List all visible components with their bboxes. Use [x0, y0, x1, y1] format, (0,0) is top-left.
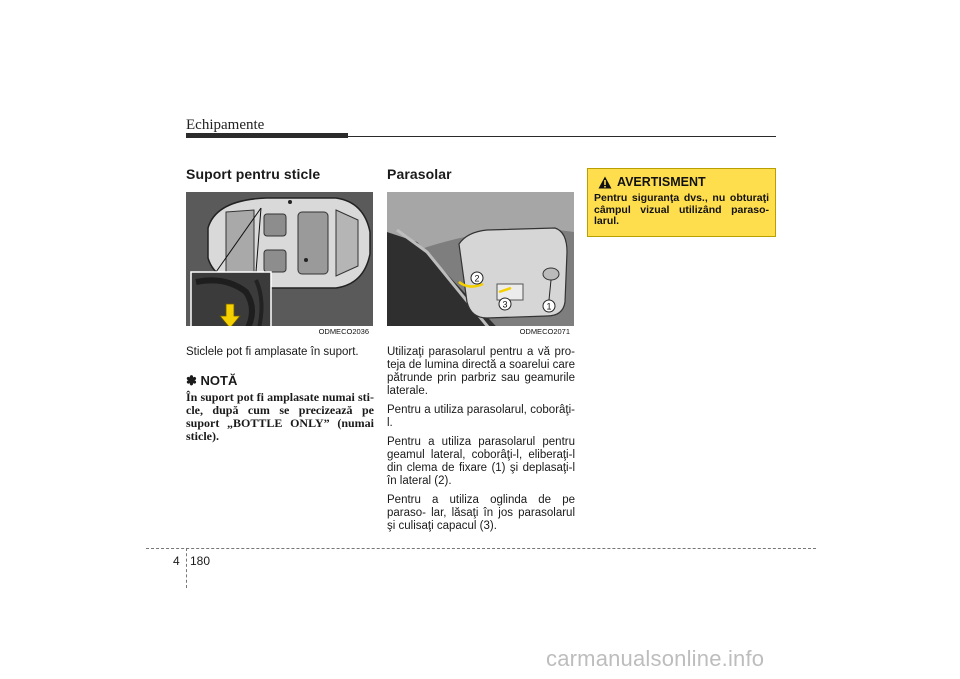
callout-3-label: 3 — [502, 299, 508, 310]
callout-2-label: 2 — [474, 273, 480, 284]
sunvisor-paragraph: Pentru a utiliza oglinda de pe paraso- lar, lăsaţi în jos parasolarul şi culisaţi capacul (3). — [387, 494, 575, 532]
sunvisor-paragraph: Pentru a utiliza parasolarul pentru geamul lateral, coborâţi-l, eliberaţi-l din clema de fixare (1) şi deplasaţi-l în lateral (2). — [387, 436, 575, 487]
bottle-holder-figure — [186, 192, 373, 338]
note-title: ✽ NOTĂ — [186, 373, 238, 388]
chapter-number: 4 — [173, 554, 180, 568]
header-rule — [186, 136, 776, 137]
figure-code: ODMECO2071 — [519, 327, 570, 336]
callout-1-label: 1 — [546, 301, 552, 312]
sunvisor-paragraph: Pentru a utiliza parasolarul, coborâţi-l. — [387, 404, 575, 429]
sunvisor-paragraph: Utilizaţi parasolarul pentru a vă pro- teja de lumina directă a soarelui care pătrunde prin parbriz sau geamurile laterale. — [387, 346, 575, 397]
figure-code: ODMECO2036 — [318, 327, 369, 336]
watermark: carmanualsonline.info — [546, 646, 765, 671]
warning-header — [598, 175, 769, 189]
page-header-title: Echipamente — [186, 117, 265, 133]
note-text: În suport pot fi amplasate numai sti- cle, după cum se precizează pe suport „BOTTLE ONLY” (numai sticle). — [186, 390, 374, 443]
warning-triangle-icon — [598, 176, 612, 189]
warning-box — [587, 168, 776, 237]
bottle-holder-section — [186, 166, 374, 443]
footer-rule — [146, 548, 816, 549]
warning-title: AVERTISMENT — [617, 175, 706, 189]
footer-divider — [186, 548, 187, 588]
page-number: 180 — [190, 554, 211, 568]
car-top-view-illustration — [186, 192, 373, 338]
section-title-sunvisor: Parasolar — [387, 166, 452, 182]
sunvisor-illustration — [387, 192, 574, 338]
section-title-bottle-holder: Suport pentru sticle — [186, 166, 321, 182]
sunvisor-figure — [387, 192, 574, 338]
bottle-holder-text: Sticlele pot fi amplasate în suport. — [186, 346, 359, 358]
warning-text: Pentru siguranţa dvs., nu obturaţi câmpul vizual utilizând paraso- larul. — [594, 192, 769, 227]
sunvisor-section — [387, 166, 575, 533]
